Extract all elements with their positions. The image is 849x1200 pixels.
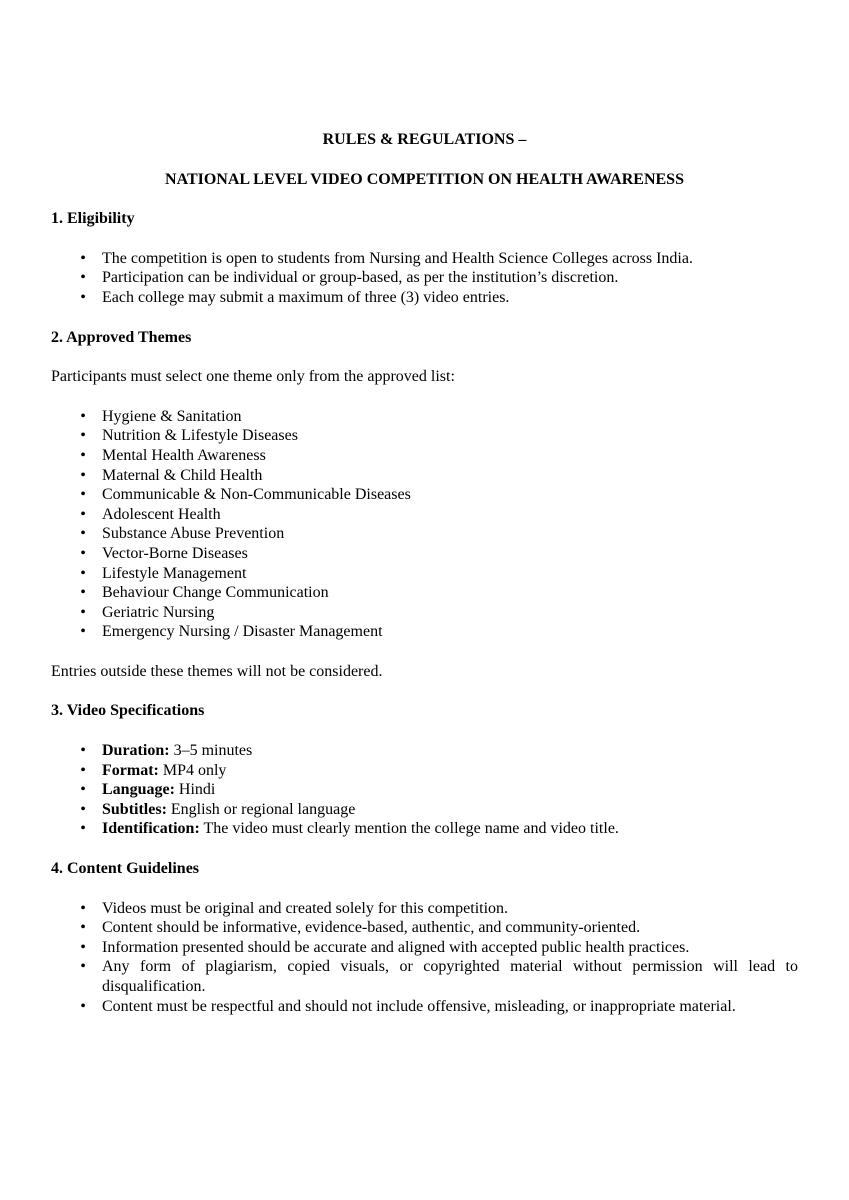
list-item	[51, 564, 798, 584]
content-heading: 4. Content Guidelines	[51, 860, 200, 878]
list-item-text: Communicable & Non-Communicable Diseases	[102, 486, 411, 504]
list-item-text: The competition is open to students from Nursing and Health Science Colleges across India.	[102, 249, 693, 267]
list-item-text: Nutrition & Lifestyle Diseases	[102, 427, 298, 445]
list-item-text: Emergency Nursing / Disaster Management	[102, 623, 383, 641]
bullet-icon: •	[80, 938, 86, 956]
spec-key: Language:	[102, 781, 175, 799]
bullet-icon: •	[80, 761, 86, 779]
bullet-icon: •	[80, 997, 86, 1015]
bullet-icon: •	[80, 919, 86, 937]
bullet-icon: •	[80, 958, 86, 976]
bullet-icon: •	[80, 446, 86, 464]
bullet-icon: •	[80, 486, 86, 504]
list-item	[51, 466, 798, 486]
list-item	[51, 800, 798, 820]
specs-heading: 3. Video Specifications	[51, 702, 205, 720]
list-item-text: Information presented should be accurate and aligned with accepted public health practices.	[102, 938, 690, 956]
themes-list	[51, 407, 798, 642]
list-item	[51, 899, 798, 919]
eligibility-heading: 1. Eligibility	[51, 210, 135, 228]
document-title-line-2: NATIONAL LEVEL VIDEO COMPETITION ON HEALTH AWARENESS	[165, 170, 684, 188]
spec-key: Subtitles:	[102, 800, 167, 818]
bullet-icon: •	[80, 544, 86, 562]
bullet-icon: •	[80, 249, 86, 267]
bullet-icon: •	[80, 742, 86, 760]
list-item-text: Content should be informative, evidence-based, authentic, and community-oriented.	[102, 919, 641, 937]
themes-intro: Participants must select one theme only from the approved list:	[51, 368, 455, 386]
list-item-text: Participation can be individual or group-based, as per the institution’s discretion.	[102, 269, 619, 287]
bullet-icon: •	[80, 584, 86, 602]
list-item	[51, 997, 798, 1017]
list-item-text: Substance Abuse Prevention	[102, 525, 285, 543]
list-item	[51, 426, 798, 446]
bullet-icon: •	[80, 623, 86, 641]
spec-value: English or regional language	[166, 800, 356, 818]
list-item	[51, 819, 798, 839]
list-item	[51, 268, 798, 288]
list-item	[51, 622, 798, 642]
bullet-icon: •	[80, 899, 86, 917]
bullet-icon: •	[80, 603, 86, 621]
list-item-text: Geriatric Nursing	[102, 603, 215, 621]
list-item-text: Maternal & Child Health	[102, 466, 263, 484]
spec-value: Hindi	[174, 781, 216, 799]
list-item	[51, 957, 798, 996]
list-item	[51, 761, 798, 781]
spec-value: MP4 only	[158, 761, 227, 779]
bullet-icon: •	[80, 525, 86, 543]
list-item-text: Mental Health Awareness	[102, 446, 266, 464]
list-item-text: Behaviour Change Communication	[102, 584, 329, 602]
list-item	[51, 505, 798, 525]
list-item-text: Each college may submit a maximum of three (3) video entries.	[102, 288, 510, 306]
bullet-icon: •	[80, 288, 86, 306]
list-item-text: Vector-Borne Diseases	[102, 544, 248, 562]
list-item	[51, 741, 798, 761]
list-item	[51, 524, 798, 544]
list-item-text: Lifestyle Management	[102, 564, 247, 582]
list-item	[51, 407, 798, 427]
list-item	[51, 249, 798, 269]
list-item-text: Videos must be original and created solely for this competition.	[102, 899, 509, 917]
bullet-icon: •	[80, 505, 86, 523]
bullet-icon: •	[80, 800, 86, 818]
list-item-text: Adolescent Health	[102, 505, 221, 523]
list-item-text: Any form of plagiarism, copied visuals, or copyrighted material without permission will lead to disqualification.	[102, 958, 798, 995]
list-item	[51, 583, 798, 603]
spec-key: Identification:	[102, 820, 200, 838]
bullet-icon: •	[80, 564, 86, 582]
eligibility-list	[51, 249, 798, 308]
bullet-icon: •	[80, 820, 86, 838]
list-item	[51, 288, 798, 308]
spec-value: 3–5 minutes	[169, 742, 253, 760]
list-item	[51, 938, 798, 958]
list-item	[51, 544, 798, 564]
bullet-icon: •	[80, 466, 86, 484]
themes-note: Entries outside these themes will not be considered.	[51, 662, 383, 680]
spec-value: The video must clearly mention the college name and video title.	[199, 820, 619, 838]
spec-key: Duration:	[102, 742, 170, 760]
themes-heading: 2. Approved Themes	[51, 328, 192, 346]
list-item-text: Content must be respectful and should not include offensive, misleading, or inappropriate material.	[102, 997, 736, 1015]
list-item	[51, 485, 798, 505]
content-list	[51, 899, 798, 1017]
list-item	[51, 780, 798, 800]
list-item	[51, 918, 798, 938]
bullet-icon: •	[80, 781, 86, 799]
bullet-icon: •	[80, 407, 86, 425]
list-item	[51, 603, 798, 623]
list-item-text: Hygiene & Sanitation	[102, 407, 242, 425]
bullet-icon: •	[80, 269, 86, 287]
bullet-icon: •	[80, 427, 86, 445]
document-title-line-1: RULES & REGULATIONS –	[322, 131, 527, 148]
specs-list	[51, 741, 798, 839]
list-item	[51, 446, 798, 466]
spec-key: Format:	[102, 761, 159, 779]
